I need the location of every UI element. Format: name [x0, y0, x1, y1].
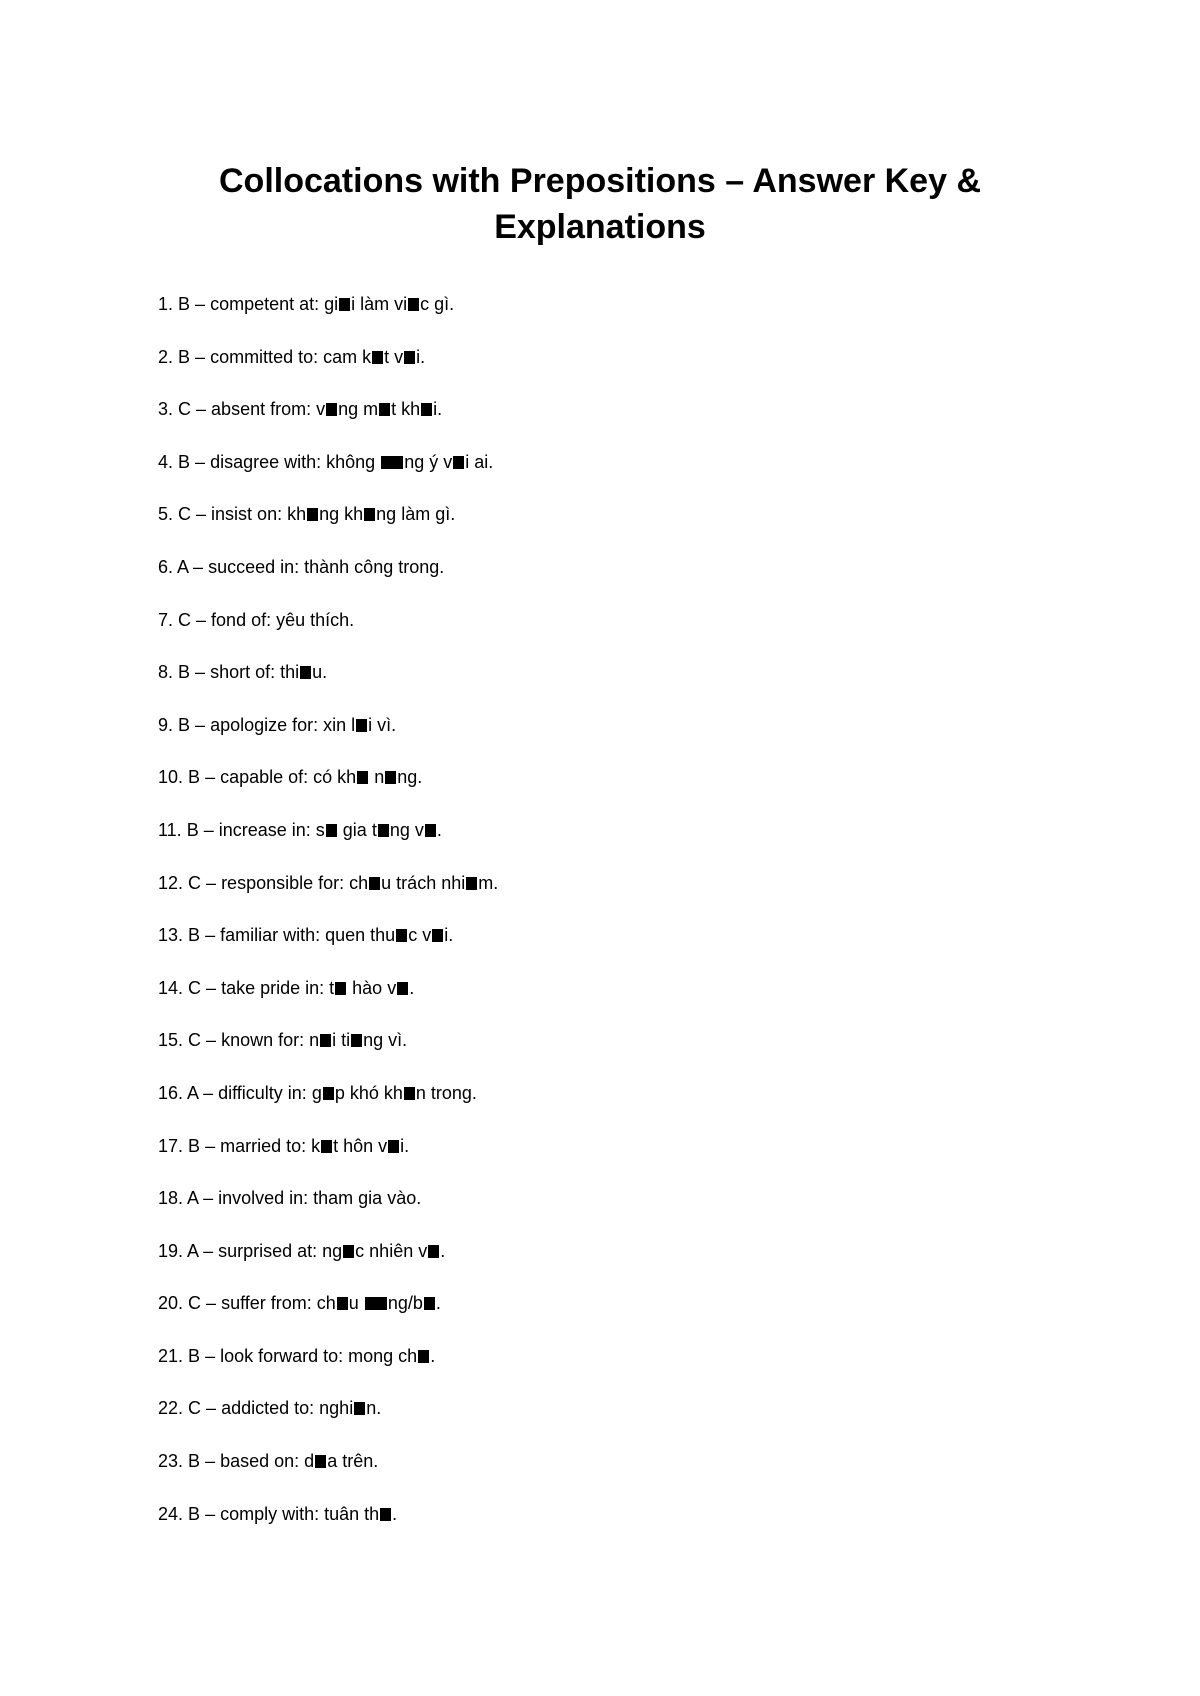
- answer-number: 17.: [158, 1135, 184, 1156]
- missing-glyph-box: [380, 1508, 391, 1521]
- answer-item: 5. C – insist on: kh ng kh ng làm gì.: [158, 504, 456, 525]
- answer-number: 18.: [158, 1188, 184, 1209]
- missing-glyph-box: [466, 877, 477, 890]
- answer-item: 17. B – married to: k t hôn v i.: [158, 1135, 410, 1156]
- collocation: familiar with: [220, 925, 316, 946]
- answer-number: 19.: [158, 1240, 184, 1261]
- answer-number: 11.: [158, 819, 182, 840]
- collocation: insist on: [211, 504, 278, 525]
- collocation-meaning: g p khó kh n trong.: [311, 1082, 477, 1103]
- answer-item: 16. A – difficulty in: g p khó kh n trong.: [158, 1082, 477, 1103]
- missing-glyph-box: [356, 719, 367, 732]
- answer-number: 14.: [158, 977, 184, 998]
- answer-number: 20.: [158, 1293, 184, 1314]
- answer-key: C: [178, 504, 192, 525]
- missing-glyph-box: [388, 1140, 399, 1153]
- missing-glyph-box: [326, 403, 337, 416]
- collocation-meaning: nghi n.: [319, 1398, 382, 1419]
- answer-key: B: [178, 662, 191, 683]
- answer-item: 7. C – fond of: yêu thích.: [158, 609, 355, 630]
- missing-glyph-box: [428, 1245, 439, 1258]
- answer-item: 9. B – apologize for: xin l i vì.: [158, 714, 397, 735]
- answer-key: C: [178, 609, 192, 630]
- missing-glyph-box: [424, 1297, 435, 1310]
- answer-item: 1. B – competent at: gi i làm vi c gì.: [158, 294, 455, 314]
- answer-item: 3. C – absent from: v ng m t kh i.: [158, 399, 443, 420]
- collocation-meaning: ch u trách nhi m.: [349, 872, 499, 893]
- missing-glyph-box: [365, 1297, 387, 1310]
- answer-key: A: [187, 1240, 199, 1261]
- answer-number: 1.: [158, 294, 174, 314]
- answer-item: 18. A – involved in: tham gia vào.: [158, 1188, 422, 1209]
- answer-key: B: [188, 925, 201, 946]
- missing-glyph-box: [397, 982, 408, 995]
- collocation: absent from: [211, 399, 307, 420]
- answer-number: 21.: [158, 1345, 184, 1366]
- collocation-meaning: cam k t v i.: [323, 346, 426, 367]
- collocation-meaning: thi u.: [280, 662, 328, 683]
- answer-item: 20. C – suffer from: ch u ng/b .: [158, 1293, 441, 1314]
- answer-number: 3.: [158, 399, 174, 420]
- answer-key: B: [188, 1135, 201, 1156]
- collocation: short of: [210, 662, 271, 683]
- answer-item: 8. B – short of: thi u.: [158, 662, 328, 683]
- answer-key: B: [178, 346, 191, 367]
- answer-key: C: [188, 872, 202, 893]
- answer-key: B: [186, 819, 199, 840]
- collocation-meaning: v ng m t kh i.: [316, 399, 443, 420]
- answer-number: 8.: [158, 662, 174, 683]
- answer-key: A: [187, 1188, 199, 1209]
- missing-glyph-box: [351, 1034, 362, 1047]
- collocation-meaning: ng c nhiên v .: [322, 1240, 446, 1261]
- answer-key: B: [188, 1451, 201, 1472]
- collocation-meaning: n i ti ng vì.: [309, 1030, 408, 1051]
- answer-key: C: [188, 1293, 202, 1314]
- collocation-meaning: thành công trong.: [304, 556, 445, 577]
- answer-number: 9.: [158, 714, 174, 735]
- missing-glyph-box: [379, 403, 390, 416]
- answer-number: 23.: [158, 1451, 184, 1472]
- collocation: responsible for: [221, 872, 340, 893]
- missing-glyph-box: [425, 824, 436, 837]
- missing-glyph-box: [315, 1455, 326, 1468]
- missing-glyph-box: [432, 929, 443, 942]
- answer-key: A: [187, 1082, 199, 1103]
- answer-key: C: [188, 1030, 202, 1051]
- collocation-meaning: có kh n ng.: [313, 767, 423, 788]
- collocation: apologize for: [210, 714, 314, 735]
- answer-key: C: [188, 977, 202, 998]
- missing-glyph-box: [372, 351, 383, 364]
- collocation: look forward to: [220, 1345, 339, 1366]
- answer-number: 22.: [158, 1398, 184, 1419]
- missing-glyph-box: [378, 824, 389, 837]
- answer-key: B: [178, 451, 191, 472]
- missing-glyph-box: [418, 1350, 429, 1363]
- missing-glyph-box: [381, 456, 403, 469]
- missing-glyph-box: [354, 1402, 365, 1415]
- answer-number: 10.: [158, 767, 184, 788]
- missing-glyph-box: [323, 1087, 334, 1100]
- missing-glyph-box: [404, 351, 415, 364]
- missing-glyph-box: [404, 1087, 415, 1100]
- collocation: capable of: [220, 767, 304, 788]
- answer-item: 15. C – known for: n i ti ng vì.: [158, 1030, 408, 1051]
- missing-glyph-box: [396, 929, 407, 942]
- collocation-meaning: t hào v .: [329, 977, 415, 998]
- missing-glyph-box: [339, 298, 350, 311]
- answer-item: 12. C – responsible for: ch u trách nhi m.: [158, 872, 499, 893]
- answer-number: 6.: [158, 556, 174, 577]
- page-title: Collocations with Prepositions – Answer Key & Explanations: [219, 162, 981, 246]
- missing-glyph-box: [320, 1034, 331, 1047]
- collocation-meaning: yêu thích.: [276, 609, 355, 630]
- collocation-meaning: mong ch .: [348, 1345, 436, 1366]
- missing-glyph-box: [326, 824, 337, 837]
- missing-glyph-box: [307, 508, 318, 521]
- answer-number: 2.: [158, 346, 174, 367]
- missing-glyph-box: [453, 456, 464, 469]
- missing-glyph-box: [335, 982, 346, 995]
- answer-item: 24. B – comply with: tuân th .: [158, 1503, 398, 1524]
- missing-glyph-box: [364, 508, 375, 521]
- collocation: disagree with: [210, 451, 317, 472]
- collocation: fond of: [211, 609, 267, 630]
- answer-item: 14. C – take pride in: t hào v .: [158, 977, 415, 998]
- collocation: take pride in: [221, 977, 320, 998]
- missing-glyph-box: [337, 1297, 348, 1310]
- collocation: increase in: [218, 819, 306, 840]
- missing-glyph-box: [321, 1140, 332, 1153]
- answer-item: 6. A – succeed in: thành công trong.: [158, 556, 445, 577]
- answer-number: 5.: [158, 504, 174, 525]
- collocation-meaning: ch u ng/b .: [316, 1293, 441, 1314]
- missing-glyph-box: [408, 298, 419, 311]
- answer-number: 24.: [158, 1503, 184, 1524]
- collocation-meaning: quen thu c v i.: [325, 925, 454, 946]
- collocation: based on: [220, 1451, 295, 1472]
- collocation-meaning: s gia t ng v .: [315, 819, 442, 840]
- collocation-meaning: tham gia vào.: [313, 1188, 422, 1209]
- collocation: addicted to: [221, 1398, 310, 1419]
- collocation-meaning: xin l i vì.: [323, 714, 397, 735]
- collocation: suffer from: [221, 1293, 307, 1314]
- answer-item: 13. B – familiar with: quen thu c v i.: [158, 925, 454, 946]
- answer-item: 2. B – committed to: cam k t v i.: [158, 346, 426, 367]
- answer-item: 11. B – increase in: s gia t ng v .: [158, 819, 442, 840]
- collocation-meaning: tuân th .: [324, 1503, 398, 1524]
- answer-item: 4. B – disagree with: không ng ý v i ai.: [158, 451, 494, 472]
- answer-key: B: [188, 1503, 201, 1524]
- answer-number: 13.: [158, 925, 184, 946]
- answer-item: 22. C – addicted to: nghi n.: [158, 1398, 382, 1419]
- missing-glyph-box: [300, 666, 311, 679]
- missing-glyph-box: [369, 877, 380, 890]
- collocation: difficulty in: [218, 1082, 302, 1103]
- collocation-meaning: kh ng kh ng làm gì.: [287, 504, 456, 525]
- collocation: surprised at: [218, 1240, 313, 1261]
- answer-item: 10. B – capable of: có kh n ng.: [158, 767, 423, 788]
- collocation-meaning: không ng ý v i ai.: [326, 451, 494, 472]
- answer-list: [158, 291, 1058, 1553]
- missing-glyph-box: [357, 771, 368, 784]
- answer-number: 15.: [158, 1030, 184, 1051]
- collocation: committed to: [210, 346, 314, 367]
- answer-key: A: [177, 556, 189, 577]
- collocation: competent at: [210, 294, 315, 314]
- collocation-meaning: k t hôn v i.: [311, 1135, 410, 1156]
- answer-key: C: [178, 399, 192, 420]
- collocation-meaning: d a trên.: [304, 1451, 379, 1472]
- missing-glyph-box: [421, 403, 432, 416]
- answer-key: B: [188, 767, 201, 788]
- collocation: known for: [221, 1030, 300, 1051]
- missing-glyph-box: [343, 1245, 354, 1258]
- collocation: comply with: [220, 1503, 315, 1524]
- answer-number: 7.: [158, 609, 174, 630]
- answer-key: B: [178, 294, 191, 314]
- answer-item: 21. B – look forward to: mong ch .: [158, 1345, 436, 1366]
- answer-number: 4.: [158, 451, 174, 472]
- collocation-meaning: gi i làm vi c gì.: [324, 294, 455, 314]
- collocation: married to: [220, 1135, 302, 1156]
- missing-glyph-box: [385, 771, 396, 784]
- answer-number: 12.: [158, 872, 184, 893]
- answer-key: B: [188, 1345, 201, 1366]
- answer-key: C: [188, 1398, 202, 1419]
- answer-item: 19. A – surprised at: ng c nhiên v .: [158, 1240, 446, 1261]
- collocation: involved in: [218, 1188, 304, 1209]
- answer-key: B: [178, 714, 191, 735]
- collocation: succeed in: [208, 556, 295, 577]
- answer-number: 16.: [158, 1082, 184, 1103]
- answer-item: 23. B – based on: d a trên.: [158, 1451, 379, 1472]
